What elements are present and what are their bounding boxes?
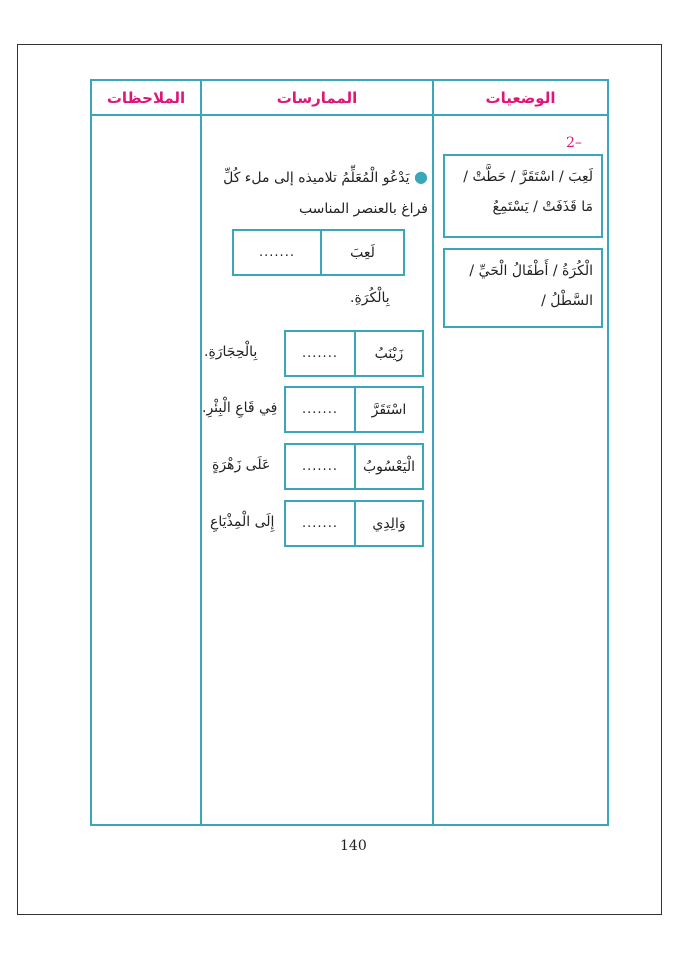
exercise-tail: إِلَى الْمِذْيَاعِ (210, 514, 275, 530)
page-number: 140 (340, 838, 367, 854)
exercise-word: وَالِدِي (372, 515, 406, 532)
instruction-text: يَدْعُو الْمُعَلِّمُ تلاميذه إلى ملء كُلِّ فراغ بالعنصر المناسب (223, 170, 428, 217)
example-verb: لَعِبَ (350, 244, 375, 261)
column-divider (432, 81, 434, 824)
exercise-box (284, 500, 424, 547)
blank-cell: ....... (302, 402, 338, 417)
situation-words: الْكُرَةُ / أَطْفَالُ الْحَيِّ / السَّطْلُ / (469, 263, 593, 309)
lesson-table (90, 79, 609, 826)
column-divider (200, 81, 202, 824)
bullet-icon: ● (414, 167, 428, 186)
exercise-word: اسْتَقَرَّ (371, 401, 407, 418)
exercise-box (284, 386, 424, 433)
exercise-word: الْيَعْسُوبُ (362, 458, 416, 475)
exercise-word: زَيْنَبُ (374, 345, 404, 362)
situation-word-box (443, 154, 603, 238)
blank-cell: ....... (302, 459, 338, 474)
blank-cell: ....... (302, 516, 338, 531)
header-situations: الوضعيات (485, 89, 556, 107)
exercise-tail: بِالْحِجَارَةِ. (204, 344, 258, 360)
example-tail: بِالْكُرَةِ. (350, 290, 390, 306)
practice-instruction (208, 161, 428, 225)
exercise-box (284, 330, 424, 377)
blank-cell: ....... (259, 245, 295, 260)
blank-cell: ....... (302, 346, 338, 361)
situation-words: لَعِبَ / اسْتَقَرَّ / حَطَّتْ /مَا قَذَفَتْ / يَسْتَمِعُ (463, 169, 593, 215)
exercise-tail: فِي قَاعِ الْبِئْرِ. (202, 400, 278, 416)
exercise-tail: عَلَى زَهْرَةٍ (212, 457, 271, 473)
header-notes: الملاحظات (106, 89, 186, 107)
header-practices: الممارسات (276, 89, 358, 107)
situation-word-box (443, 248, 603, 328)
example-box (232, 229, 405, 276)
situation-number: 2– (566, 135, 582, 151)
exercise-box (284, 443, 424, 490)
